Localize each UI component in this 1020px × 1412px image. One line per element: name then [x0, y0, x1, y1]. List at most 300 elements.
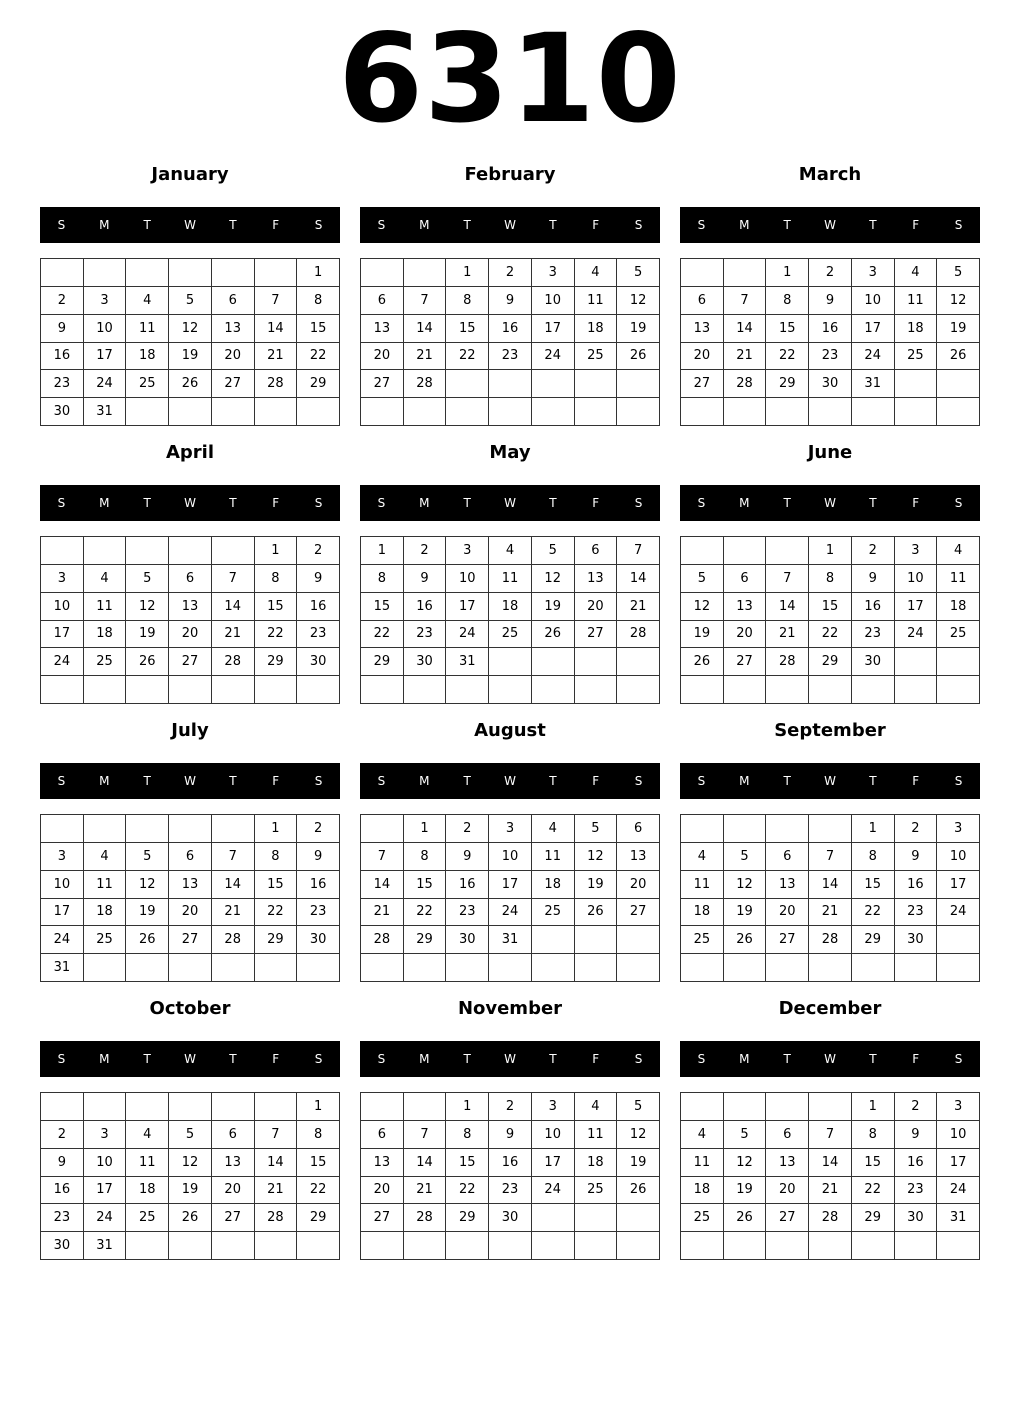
day-cell: 15: [766, 315, 809, 343]
weekday-label: T: [783, 1052, 791, 1066]
day-cell: 25: [575, 1177, 618, 1205]
day-cell: 19: [617, 1149, 660, 1177]
empty-cell: [575, 370, 618, 398]
day-cell: 22: [297, 343, 340, 371]
empty-cell: [84, 954, 127, 982]
empty-cell: [169, 1232, 212, 1260]
day-cell: 24: [532, 343, 575, 371]
month-december: [680, 994, 980, 1264]
empty-cell: [724, 537, 767, 565]
empty-cell: [681, 537, 724, 565]
day-cell: 12: [724, 871, 767, 899]
day-cell: 15: [255, 871, 298, 899]
day-cell: 16: [895, 1149, 938, 1177]
empty-cell: [41, 676, 84, 704]
day-cell: 16: [404, 593, 447, 621]
day-cell: 13: [766, 871, 809, 899]
day-cell: 2: [489, 1093, 532, 1121]
weekday-label: S: [377, 774, 386, 788]
day-cell: 8: [297, 1121, 340, 1149]
empty-cell: [766, 1232, 809, 1260]
empty-cell: [489, 676, 532, 704]
weekday-header: [40, 207, 340, 243]
day-cell: 14: [766, 593, 809, 621]
weekday-label: S: [634, 774, 643, 788]
empty-cell: [404, 1232, 447, 1260]
day-cell: 15: [446, 1149, 489, 1177]
empty-cell: [255, 676, 298, 704]
day-cell: 31: [446, 648, 489, 676]
empty-cell: [361, 259, 404, 287]
day-cell: 8: [852, 843, 895, 871]
day-cell: 25: [84, 648, 127, 676]
day-cell: 18: [575, 315, 618, 343]
weekday-label: M: [739, 774, 750, 788]
weekday-label: S: [57, 218, 66, 232]
weekday-label: T: [143, 1052, 151, 1066]
month-january: [40, 160, 340, 430]
day-cell: 31: [84, 1232, 127, 1260]
day-cell: 19: [532, 593, 575, 621]
day-cell: 2: [41, 287, 84, 315]
empty-cell: [724, 398, 767, 426]
day-cell: 24: [446, 621, 489, 649]
day-cell: 29: [255, 926, 298, 954]
weekday-label: F: [912, 1052, 920, 1066]
day-cell: 20: [724, 621, 767, 649]
day-cell: 22: [809, 621, 852, 649]
day-cell: 23: [895, 899, 938, 927]
day-cell: 4: [575, 1093, 618, 1121]
day-cell: 18: [84, 621, 127, 649]
day-cell: 9: [895, 843, 938, 871]
day-cell: 27: [212, 1204, 255, 1232]
day-cell: 12: [617, 1121, 660, 1149]
day-cell: 6: [212, 287, 255, 315]
day-cell: 23: [809, 343, 852, 371]
day-cell: 11: [126, 315, 169, 343]
day-cell: 31: [852, 370, 895, 398]
empty-cell: [126, 398, 169, 426]
empty-cell: [937, 370, 980, 398]
day-cell: 3: [84, 287, 127, 315]
day-grid: [40, 1092, 340, 1260]
day-cell: 6: [681, 287, 724, 315]
day-cell: 9: [41, 1149, 84, 1177]
day-cell: 12: [575, 843, 618, 871]
weekday-label: S: [634, 1052, 643, 1066]
empty-cell: [532, 370, 575, 398]
weekday-label: W: [504, 218, 516, 232]
weekday-label: T: [869, 218, 877, 232]
weekday-label: W: [824, 774, 836, 788]
weekday-label: M: [99, 496, 110, 510]
day-cell: 29: [361, 648, 404, 676]
day-cell: 30: [297, 648, 340, 676]
day-cell: 5: [937, 259, 980, 287]
empty-cell: [681, 1093, 724, 1121]
weekday-label: S: [314, 774, 323, 788]
empty-cell: [681, 259, 724, 287]
day-cell: 26: [532, 621, 575, 649]
month-name: January: [151, 164, 229, 185]
day-cell: 28: [255, 1204, 298, 1232]
empty-cell: [532, 398, 575, 426]
day-cell: 8: [361, 565, 404, 593]
day-cell: 2: [404, 537, 447, 565]
day-cell: 17: [937, 1149, 980, 1177]
day-cell: 24: [852, 343, 895, 371]
day-cell: 25: [84, 926, 127, 954]
day-cell: 9: [297, 565, 340, 593]
day-cell: 8: [404, 843, 447, 871]
day-cell: 2: [895, 1093, 938, 1121]
day-cell: 11: [532, 843, 575, 871]
day-cell: 5: [169, 287, 212, 315]
day-cell: 9: [489, 1121, 532, 1149]
day-cell: 23: [297, 899, 340, 927]
day-cell: 16: [41, 1177, 84, 1205]
day-cell: 7: [404, 287, 447, 315]
weekday-label: S: [377, 218, 386, 232]
weekday-label: S: [314, 496, 323, 510]
day-cell: 27: [681, 370, 724, 398]
day-cell: 4: [84, 565, 127, 593]
day-cell: 1: [446, 1093, 489, 1121]
empty-cell: [809, 954, 852, 982]
empty-cell: [84, 1093, 127, 1121]
weekday-label: T: [463, 496, 471, 510]
day-cell: 28: [724, 370, 767, 398]
day-cell: 24: [84, 1204, 127, 1232]
day-cell: 10: [852, 287, 895, 315]
day-cell: 25: [937, 621, 980, 649]
day-cell: 10: [41, 593, 84, 621]
day-cell: 30: [895, 1204, 938, 1232]
day-cell: 4: [575, 259, 618, 287]
weekday-label: W: [504, 496, 516, 510]
day-cell: 19: [126, 899, 169, 927]
day-cell: 16: [297, 593, 340, 621]
weekday-label: S: [57, 774, 66, 788]
day-cell: 21: [212, 899, 255, 927]
day-cell: 20: [212, 343, 255, 371]
day-cell: 13: [212, 315, 255, 343]
empty-cell: [212, 537, 255, 565]
weekday-label: T: [869, 774, 877, 788]
day-cell: 22: [297, 1177, 340, 1205]
day-cell: 19: [126, 621, 169, 649]
day-cell: 26: [681, 648, 724, 676]
day-cell: 4: [937, 537, 980, 565]
day-cell: 23: [852, 621, 895, 649]
weekday-label: W: [824, 1052, 836, 1066]
month-july: [40, 716, 340, 986]
empty-cell: [489, 1232, 532, 1260]
day-cell: 3: [937, 815, 980, 843]
day-cell: 3: [532, 1093, 575, 1121]
day-cell: 28: [766, 648, 809, 676]
day-cell: 1: [404, 815, 447, 843]
day-cell: 19: [617, 315, 660, 343]
day-cell: 29: [297, 1204, 340, 1232]
day-cell: 31: [489, 926, 532, 954]
day-grid: [360, 258, 660, 426]
day-grid: [360, 1092, 660, 1260]
weekday-label: T: [463, 1052, 471, 1066]
empty-cell: [126, 1093, 169, 1121]
empty-cell: [766, 676, 809, 704]
day-cell: 3: [489, 815, 532, 843]
day-cell: 2: [809, 259, 852, 287]
day-cell: 17: [41, 621, 84, 649]
day-cell: 10: [84, 315, 127, 343]
day-cell: 24: [41, 926, 84, 954]
empty-cell: [489, 398, 532, 426]
day-cell: 6: [766, 843, 809, 871]
day-cell: 13: [169, 871, 212, 899]
day-cell: 30: [446, 926, 489, 954]
day-cell: 3: [41, 565, 84, 593]
day-cell: 19: [169, 343, 212, 371]
day-cell: 21: [809, 1177, 852, 1205]
day-cell: 6: [575, 537, 618, 565]
empty-cell: [575, 1232, 618, 1260]
day-cell: 12: [126, 593, 169, 621]
day-cell: 21: [404, 343, 447, 371]
day-cell: 21: [617, 593, 660, 621]
day-cell: 5: [617, 1093, 660, 1121]
day-cell: 11: [84, 871, 127, 899]
weekday-label: S: [57, 1052, 66, 1066]
empty-cell: [937, 648, 980, 676]
empty-cell: [724, 954, 767, 982]
day-cell: 4: [489, 537, 532, 565]
empty-cell: [446, 398, 489, 426]
day-cell: 25: [575, 343, 618, 371]
day-cell: 19: [724, 1177, 767, 1205]
day-cell: 25: [126, 370, 169, 398]
day-cell: 7: [724, 287, 767, 315]
weekday-label: M: [419, 496, 430, 510]
day-grid: [680, 1092, 980, 1260]
day-cell: 25: [895, 343, 938, 371]
weekday-label: T: [783, 496, 791, 510]
day-cell: 15: [446, 315, 489, 343]
day-cell: 29: [766, 370, 809, 398]
weekday-label: F: [272, 218, 280, 232]
day-cell: 20: [361, 1177, 404, 1205]
day-cell: 1: [255, 815, 298, 843]
weekday-header: [680, 1041, 980, 1077]
empty-cell: [361, 1093, 404, 1121]
empty-cell: [532, 1204, 575, 1232]
empty-cell: [361, 1232, 404, 1260]
empty-cell: [255, 1232, 298, 1260]
day-cell: 10: [446, 565, 489, 593]
empty-cell: [212, 815, 255, 843]
weekday-header: [360, 485, 660, 521]
weekday-label: T: [229, 218, 237, 232]
day-cell: 29: [446, 1204, 489, 1232]
day-cell: 26: [724, 926, 767, 954]
day-cell: 23: [489, 343, 532, 371]
day-cell: 17: [84, 343, 127, 371]
day-cell: 27: [361, 1204, 404, 1232]
day-cell: 27: [361, 370, 404, 398]
day-cell: 24: [532, 1177, 575, 1205]
weekday-label: F: [592, 1052, 600, 1066]
empty-cell: [681, 1232, 724, 1260]
weekday-label: F: [912, 218, 920, 232]
month-october: [40, 994, 340, 1264]
day-cell: 8: [255, 843, 298, 871]
day-cell: 23: [41, 370, 84, 398]
day-cell: 26: [126, 648, 169, 676]
day-cell: 19: [937, 315, 980, 343]
day-cell: 7: [809, 1121, 852, 1149]
empty-cell: [212, 1093, 255, 1121]
month-september: [680, 716, 980, 986]
day-cell: 30: [41, 1232, 84, 1260]
weekday-label: W: [184, 774, 196, 788]
day-cell: 3: [84, 1121, 127, 1149]
day-grid: [680, 258, 980, 426]
empty-cell: [724, 676, 767, 704]
day-cell: 13: [361, 1149, 404, 1177]
day-cell: 22: [404, 899, 447, 927]
empty-cell: [255, 954, 298, 982]
month-april: [40, 438, 340, 708]
day-cell: 14: [404, 1149, 447, 1177]
day-cell: 12: [169, 1149, 212, 1177]
weekday-header: [360, 1041, 660, 1077]
day-cell: 19: [169, 1177, 212, 1205]
day-cell: 12: [169, 315, 212, 343]
day-cell: 23: [446, 899, 489, 927]
day-cell: 18: [126, 343, 169, 371]
weekday-label: F: [272, 496, 280, 510]
day-cell: 12: [937, 287, 980, 315]
day-cell: 16: [852, 593, 895, 621]
empty-cell: [212, 954, 255, 982]
day-cell: 21: [212, 621, 255, 649]
empty-cell: [41, 815, 84, 843]
day-cell: 21: [255, 1177, 298, 1205]
empty-cell: [404, 676, 447, 704]
weekday-header: [360, 207, 660, 243]
day-cell: 26: [169, 1204, 212, 1232]
empty-cell: [489, 370, 532, 398]
day-cell: 30: [809, 370, 852, 398]
month-name: November: [457, 998, 563, 1019]
empty-cell: [766, 954, 809, 982]
day-cell: 27: [169, 926, 212, 954]
empty-cell: [84, 676, 127, 704]
empty-cell: [724, 1232, 767, 1260]
day-cell: 17: [532, 315, 575, 343]
day-cell: 13: [575, 565, 618, 593]
day-cell: 11: [895, 287, 938, 315]
day-cell: 4: [126, 287, 169, 315]
day-cell: 1: [852, 1093, 895, 1121]
empty-cell: [617, 370, 660, 398]
weekday-label: M: [739, 496, 750, 510]
empty-cell: [809, 815, 852, 843]
empty-cell: [84, 537, 127, 565]
day-cell: 27: [766, 1204, 809, 1232]
day-cell: 11: [84, 593, 127, 621]
empty-cell: [724, 259, 767, 287]
day-cell: 24: [937, 899, 980, 927]
day-cell: 9: [297, 843, 340, 871]
day-cell: 12: [126, 871, 169, 899]
day-cell: 9: [852, 565, 895, 593]
weekday-label: T: [229, 1052, 237, 1066]
day-grid: [40, 258, 340, 426]
day-cell: 26: [169, 370, 212, 398]
day-cell: 13: [724, 593, 767, 621]
day-cell: 27: [766, 926, 809, 954]
empty-cell: [681, 676, 724, 704]
empty-cell: [895, 676, 938, 704]
day-cell: 10: [532, 287, 575, 315]
day-cell: 26: [937, 343, 980, 371]
day-cell: 4: [895, 259, 938, 287]
day-cell: 12: [681, 593, 724, 621]
day-cell: 10: [532, 1121, 575, 1149]
empty-cell: [404, 954, 447, 982]
empty-cell: [126, 676, 169, 704]
empty-cell: [895, 1232, 938, 1260]
weekday-label: T: [549, 1052, 557, 1066]
empty-cell: [361, 676, 404, 704]
day-cell: 1: [297, 259, 340, 287]
empty-cell: [404, 259, 447, 287]
empty-cell: [895, 398, 938, 426]
day-cell: 7: [212, 843, 255, 871]
empty-cell: [169, 676, 212, 704]
weekday-label: S: [954, 774, 963, 788]
empty-cell: [212, 1232, 255, 1260]
weekday-label: M: [99, 218, 110, 232]
day-cell: 7: [212, 565, 255, 593]
empty-cell: [126, 537, 169, 565]
empty-cell: [852, 954, 895, 982]
day-cell: 2: [446, 815, 489, 843]
empty-cell: [617, 1204, 660, 1232]
weekday-header: [360, 763, 660, 799]
day-cell: 18: [84, 899, 127, 927]
empty-cell: [575, 648, 618, 676]
empty-cell: [297, 954, 340, 982]
empty-cell: [852, 398, 895, 426]
day-cell: 15: [404, 871, 447, 899]
weekday-label: S: [634, 496, 643, 510]
weekday-header: [40, 1041, 340, 1077]
weekday-label: S: [377, 1052, 386, 1066]
empty-cell: [681, 815, 724, 843]
day-cell: 8: [297, 287, 340, 315]
day-cell: 30: [489, 1204, 532, 1232]
day-cell: 13: [681, 315, 724, 343]
empty-cell: [937, 926, 980, 954]
day-cell: 27: [212, 370, 255, 398]
empty-cell: [617, 648, 660, 676]
weekday-label: T: [549, 496, 557, 510]
day-cell: 31: [937, 1204, 980, 1232]
day-cell: 22: [852, 1177, 895, 1205]
